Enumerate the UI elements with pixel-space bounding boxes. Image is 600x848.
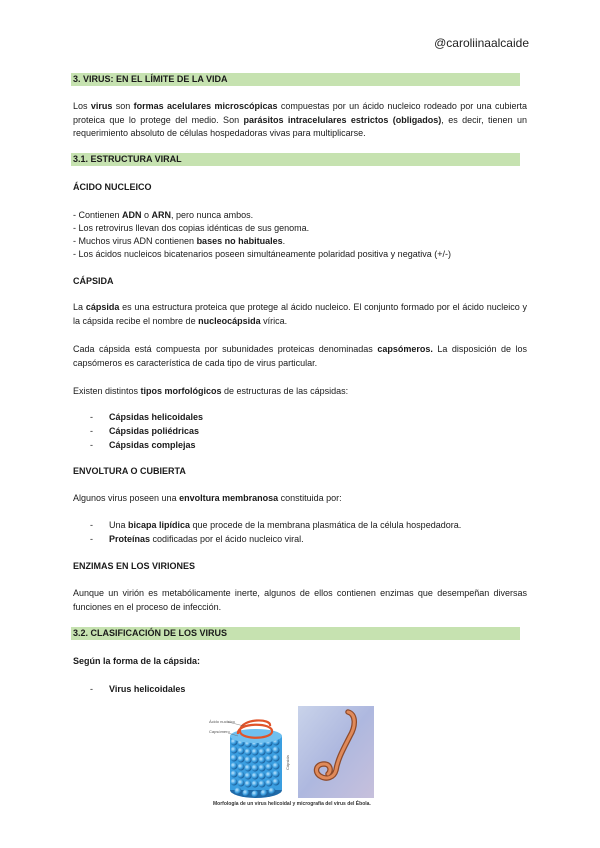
bold-text: virus xyxy=(90,101,113,111)
text: , pero nunca ambos. xyxy=(171,210,254,220)
section-title: 3.1. ESTRUCTURA VIRAL xyxy=(73,154,182,164)
text: La xyxy=(73,302,86,312)
envoltura-paragraph xyxy=(73,492,527,506)
capsida-paragraph-3 xyxy=(73,385,527,399)
text: Algunos virus poseen una xyxy=(73,493,180,503)
capsida-paragraph-1 xyxy=(73,301,527,328)
text: Una xyxy=(109,520,129,530)
text: - Contienen xyxy=(73,210,123,220)
list-item: - Los retrovirus llevan dos copias idénticas de sus genoma. xyxy=(73,223,310,233)
section-header-virus xyxy=(71,73,520,86)
heading-envoltura: ENVOLTURA O CUBIERTA xyxy=(73,466,186,476)
capsida-paragraph-2 xyxy=(73,343,527,370)
bullet-dash: - xyxy=(90,412,93,422)
text: Cada cápsida está compuesta por subunidades proteicas denominadas xyxy=(73,344,378,354)
heading-capsida: CÁPSIDA xyxy=(73,276,114,286)
text: . xyxy=(282,236,286,246)
text: compuestas por un ácido nucleico rodeado por una cubierta proteica que lo protege del medio. Son xyxy=(73,101,528,125)
bold-text: bicapa lipídica xyxy=(128,520,191,530)
text: Existen distintos xyxy=(73,386,141,396)
text: o xyxy=(141,210,152,220)
bold-text: tipos morfológicos xyxy=(140,386,222,396)
text: La disposición de los capsómeros es característica de cada tipo de virus particular. xyxy=(73,344,528,368)
bold-text: ARN xyxy=(151,210,172,220)
envoltura-item xyxy=(109,520,461,530)
helical-virus-diagram xyxy=(208,712,292,800)
bullet-dash: - xyxy=(90,684,93,694)
list-item: - Los ácidos nucleicos bicatenarios poseen simultáneamente polaridad positiva y negativa (+/-) xyxy=(73,249,451,259)
bold-text: formas acelulares microscópicas xyxy=(133,101,278,111)
heading-enzimas: ENZIMAS EN LOS VIRIONES xyxy=(73,561,196,571)
text: es una estructura proteica que protege al ácido nucleico. El conjunto formado por el ácido nucleico y la cápsida recibe el nombre de xyxy=(73,302,527,326)
intro-paragraph xyxy=(73,100,527,141)
label-capsida: Cápsida xyxy=(285,755,290,770)
capsid-type: Cápsidas helicoidales xyxy=(109,412,204,422)
bold-text: capsómeros. xyxy=(377,344,433,354)
author-handle: @caroliinaalcaide xyxy=(434,36,529,50)
bold-text: nucleocápsida xyxy=(198,315,261,326)
subheading-forma: Según la forma de la cápsida: xyxy=(73,656,201,666)
text: que procede de la membrana plasmática de la célula hospedadora. xyxy=(190,520,462,530)
capsid-type: Cápsidas poliédricas xyxy=(109,426,200,436)
virus-type: Virus helicoidales xyxy=(109,684,186,694)
bold-text: cápsida xyxy=(85,302,120,312)
bold-text: envoltura membranosa xyxy=(179,493,279,503)
bullet-dash: - xyxy=(90,534,93,544)
text: - Muchos virus ADN contienen xyxy=(73,236,197,246)
heading-acido-nucleico: ÁCIDO NUCLEICO xyxy=(73,182,152,192)
section-title: 3. VIRUS: EN EL LÍMITE DE LA VIDA xyxy=(73,74,228,84)
text: constituida por: xyxy=(278,493,342,503)
envoltura-item xyxy=(109,534,304,544)
text: vírica. xyxy=(260,315,288,326)
text: , es decir, tienen un requerimiento absoluto de células hospedadoras vivas para multiplicarse. xyxy=(73,114,527,138)
section-title: 3.2. CLASIFICACIÓN DE LOS VIRUS xyxy=(73,628,228,638)
ebola-micrograph xyxy=(298,706,374,798)
text: son xyxy=(112,101,134,111)
bullet-dash: - xyxy=(90,440,93,450)
section-header-clasificacion xyxy=(71,627,520,640)
text: de estructuras de las cápsidas: xyxy=(221,386,349,396)
label-capsomero: Capsómero xyxy=(209,729,230,734)
text: Los xyxy=(73,101,91,111)
bold-text: parásitos intracelulares estrictos (obligados) xyxy=(243,114,442,125)
bullet-dash: - xyxy=(90,426,93,436)
section-header-estructura xyxy=(71,153,520,166)
label-acido: Ácido nucleico xyxy=(209,719,235,724)
bold-text: Proteínas xyxy=(109,534,151,544)
micrograph-background xyxy=(298,706,374,798)
bullet-dash: - xyxy=(90,520,93,530)
figure-caption: Morfología de un virus helicoidal y micrografía del virus del Ébola. xyxy=(213,801,371,807)
bold-text: ADN xyxy=(122,210,142,220)
list-item xyxy=(73,209,253,222)
bold-text: bases no habituales xyxy=(196,236,283,246)
enzimas-paragraph: Aunque un virión es metabólicamente inerte, algunos de ellos contienen enzimas que desempeñan diversas funciones en el proceso de infección. xyxy=(73,588,527,612)
capsid-type: Cápsidas complejas xyxy=(109,440,196,450)
list-item xyxy=(73,235,285,248)
text: codificadas por el ácido nucleico viral. xyxy=(150,534,304,544)
